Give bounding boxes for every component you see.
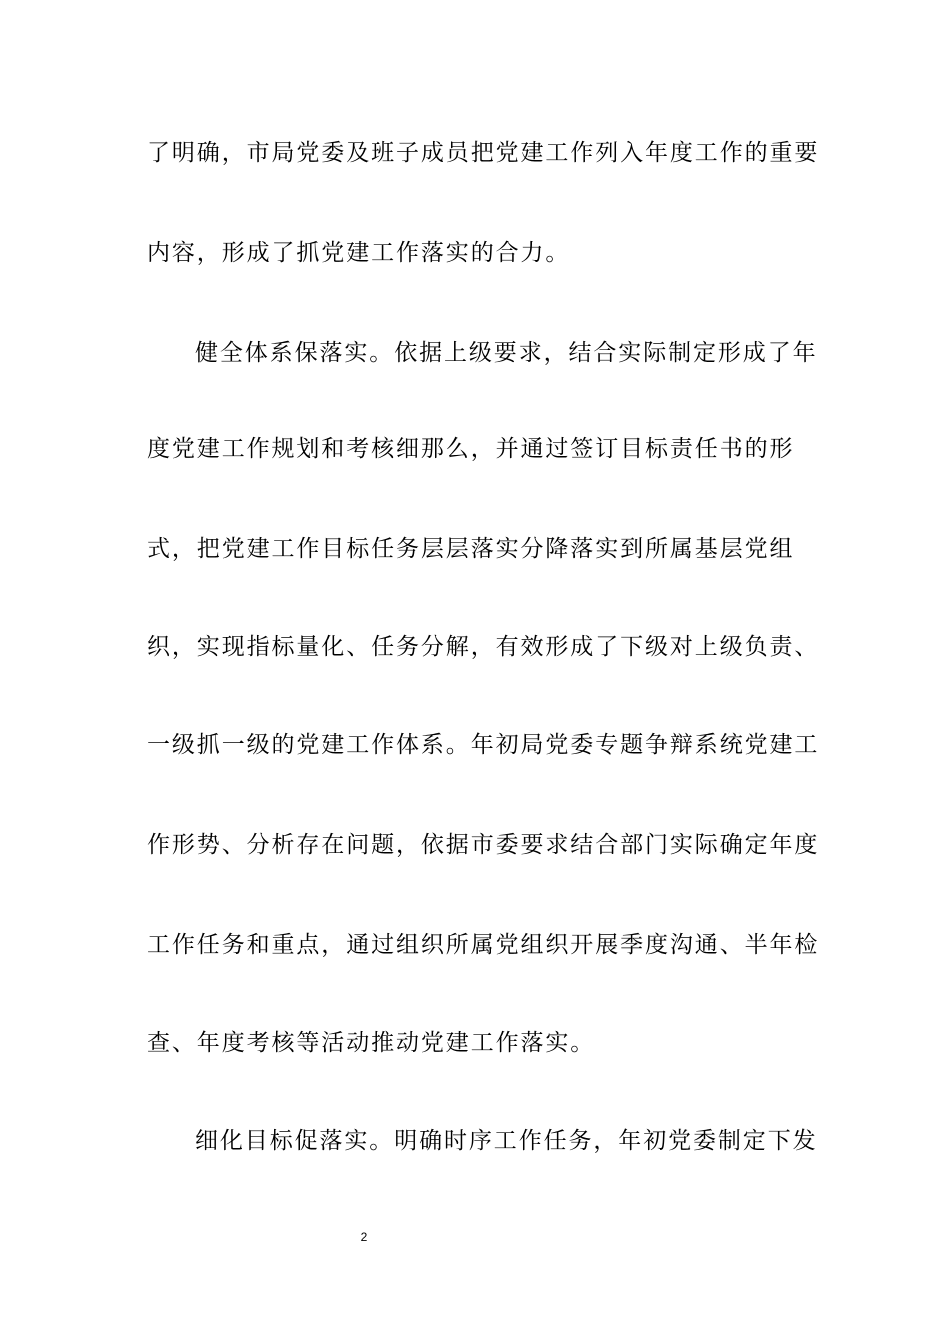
text-line: 一级抓一级的党建工作体系。年初局党委专题争辩系统党建工 [147,732,820,758]
text-line: 了明确，市局党委及班子成员把党建工作列入年度工作的重要 [147,140,820,166]
paragraph-start-line: 健全体系保落实。依据上级要求，结合实际制定形成了年 [195,340,818,366]
text-line: 作形势、分析存在问题，依据市委要求结合部门实际确定年度 [147,832,820,858]
text-line: 内容，形成了抓党建工作落实的合力。 [147,240,571,266]
text-line: 查、年度考核等活动推动党建工作落实。 [147,1030,596,1056]
text-line: 式，把党建工作目标任务层层落实分降落实到所属基层党组 [147,536,795,562]
text-line: 度党建工作规划和考核细那么，并通过签订目标责任书的形 [147,436,795,462]
page-number: 2 [360,1230,368,1244]
paragraph-start-line: 细化目标促落实。明确时序工作任务，年初党委制定下发 [195,1128,818,1154]
text-line: 织，实现指标量化、任务分解，有效形成了下级对上级负责、 [147,634,820,660]
text-line: 工作任务和重点，通过组织所属党组织开展季度沟通、半年检 [147,932,820,958]
